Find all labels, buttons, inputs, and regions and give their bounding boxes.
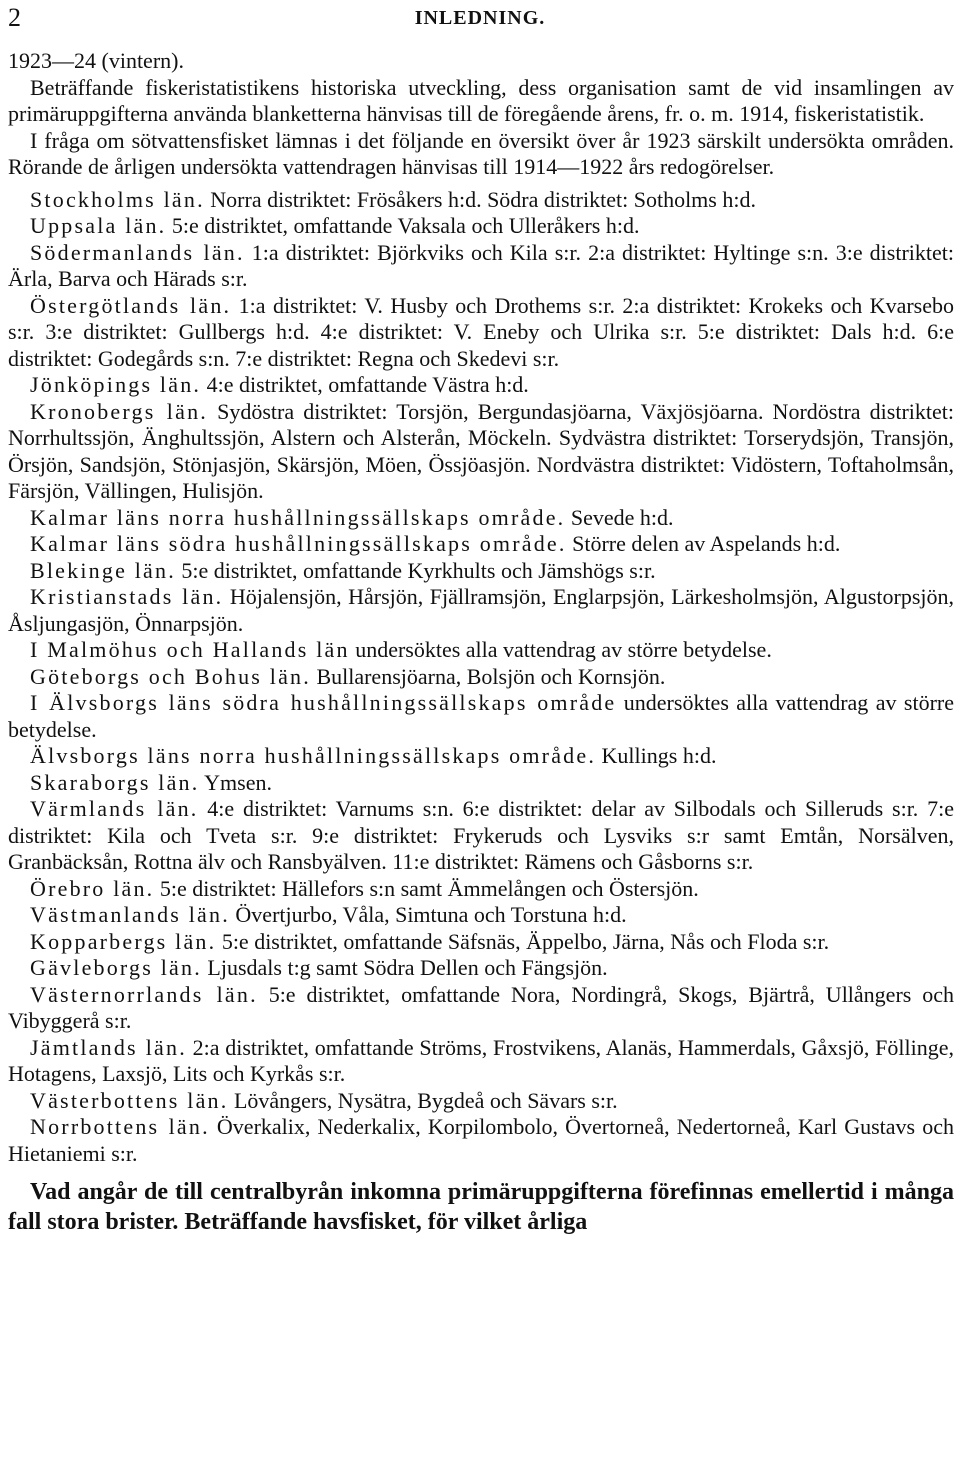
region-text: 1:a distriktet: Björkviks och Kila s:r. 2:a distriktet: Hyltinge s:n. 3:e distriktet: Ärla, Barva och Härads s:r.: [8, 239, 954, 291]
region-name: Östergötlands län.: [30, 292, 232, 318]
region-paragraph: [8, 770, 954, 797]
region-paragraph: [8, 876, 954, 903]
region-paragraph: [8, 584, 954, 637]
region-paragraph: [8, 399, 954, 505]
region-paragraph: [8, 531, 954, 558]
region-text: Övertjurbo, Våla, Simtuna och Torstuna h:d.: [229, 902, 627, 927]
region-paragraph: [8, 240, 954, 293]
region-name: Kalmar läns södra hushållningssällskaps område.: [30, 531, 567, 556]
region-paragraph: [8, 902, 954, 929]
running-title: INLEDNING.: [414, 7, 546, 29]
region-text: undersöktes alla vattendrag av större betydelse.: [349, 637, 772, 662]
region-text: Sevede h:d.: [565, 504, 674, 530]
region-paragraph: [8, 982, 954, 1035]
region-text: Ymsen.: [199, 769, 272, 795]
region-text: 1:a distriktet: V. Husby och Drothems s:r. 2:a distriktet: Krokeks och Kvarsebo s:r. 3:e distriktet: Gullbergs h:d. 4:e distriktet: V. Eneby och Ulrika s:r. 5:e distriktet: Dals h:d. 6:e distriktet: Godegårds s:n. 7:e distriktet: Regna och Skedevi s:r.: [8, 292, 954, 371]
region-name: I Malmöhus och Hallands län: [30, 637, 350, 662]
region-text: Överkalix, Nederkalix, Korpilombolo, Övertorneå, Nedertorneå, Karl Gustavs och Hietaniemi s:r.: [8, 1114, 955, 1166]
region-name: Kalmar läns norra hushållningssällskaps område.: [30, 504, 566, 530]
region-name: Kristianstads län.: [30, 584, 224, 609]
region-text: 5:e distriktet, omfattande Nora, Nordingrå, Skogs, Bjärtrå, Ullångers och Vibyggerå s:r.: [8, 981, 954, 1033]
region-name: Västmanlands län.: [30, 902, 230, 927]
region-text: 2:a distriktet, omfattande Ströms, Frostvikens, Alanäs, Hammerdals, Gåxsjö, Föllinge, Hotagens, Laxsjö, Lits och Kyrkås s:r.: [8, 1034, 955, 1086]
region-name: Västerbottens län.: [30, 1087, 229, 1113]
region-name: Göteborgs och Bohus län.: [30, 663, 311, 689]
running-head: [8, 2, 952, 34]
region-text: Lövångers, Nysätra, Bygdeå och Sävars s:r.: [228, 1087, 618, 1113]
region-text: Höjalensjön, Hårsjön, Fjällramsjön, Englarpsjön, Lärkesholmsjön, Algustorpsjön, Åsljungasjön, Önnarpsjön.: [8, 584, 954, 636]
page-number: 2: [8, 3, 21, 32]
region-paragraph: [8, 213, 954, 240]
region-paragraph: [8, 293, 954, 373]
region-paragraph: [8, 743, 954, 770]
region-paragraph: [8, 372, 954, 399]
period-heading: 1923—24 (vintern).: [8, 48, 184, 73]
closing-paragraph: Vad angår de till centralbyrån inkomna primäruppgifterna förefinnas emellertid i många fall stora brister. Beträffande havsfisket, för vilket årliga: [8, 1179, 954, 1235]
region-name: Gävleborgs län.: [30, 955, 202, 980]
region-paragraph: [8, 558, 954, 585]
document-body: [8, 48, 954, 1237]
region-text: 4:e distriktet: Varnums s:n. 6:e distriktet: delar av Silbodals och Silleruds s:r. 7:e distriktet: Kila och Tveta s:r. 9:e distriktet: Frykeruds och Lysviks s:r samt Emtån, Norsälven, Granbäcksån, Rottna älv och Ransbyälven. 11:e distriktet: Rämens och Gåsborns s:r.: [8, 796, 954, 874]
region-name: Stockholms län.: [30, 186, 205, 212]
region-text: Ljusdals t:g samt Södra Dellen och Fängsjön.: [201, 955, 608, 980]
region-name: Norrbottens län.: [30, 1114, 210, 1139]
region-name: I Älvsborgs läns södra hushållningssällskaps område: [30, 690, 617, 715]
region-text: 4:e distriktet, omfattande Västra h:d.: [201, 372, 529, 397]
region-text: 5:e distriktet, omfattande Kyrkhults och Jämshögs s:r.: [175, 557, 656, 583]
region-name: Jämtlands län.: [30, 1034, 187, 1060]
region-paragraph: [8, 1114, 954, 1167]
region-name: Blekinge län.: [30, 557, 176, 583]
intro-paragraph: Beträffande fiskeristatistikens historiska utveckling, dess organisation samt de vid insamlingen av primäruppgifterna använda blanketterna hänvisas till de föregående årens, fr. o. m. 1914, fiskeristatistik.: [8, 74, 954, 126]
region-name: Jönköpings län.: [30, 372, 202, 397]
region-paragraph: [8, 690, 954, 743]
region-name: Värmlands län.: [30, 796, 199, 821]
region-paragraph: [8, 796, 954, 876]
region-name: Västernorrlands län.: [30, 981, 258, 1007]
region-paragraph: [8, 505, 954, 532]
region-paragraph: [8, 955, 954, 982]
region-name: Södermanlands län.: [30, 239, 245, 265]
region-name: Uppsala län.: [30, 213, 167, 238]
region-paragraph: [8, 1088, 954, 1115]
region-text: Norra distriktet: Frösåkers h:d. Södra distriktet: Sotholms h:d.: [204, 186, 756, 212]
region-name: Kronobergs län.: [30, 398, 208, 424]
region-text: Sydöstra distriktet: Torsjön, Bergundasjöarna, Växjösjöarna. Nordöstra distriktet: Norrhultssjön, Änghultssjön, Alstern och Alsterån, Möckeln. Sydvästra distriktet: Torserydsjön, Transjön, Örsjön, Sandsjön, Stönjasjön, Skärsjön, Möen, Össjöasjön. Nordvästra distriktet: Vidöstern, Toftaholmsån, Färsjön, Vällingen, Hulisjön.: [8, 398, 954, 503]
region-paragraph: [8, 637, 954, 664]
region-paragraph: [8, 664, 954, 691]
region-paragraph: [8, 929, 954, 956]
region-text: undersöktes alla vattendrag av större betydelse.: [8, 690, 954, 742]
region-name: Älvsborgs läns norra hushållningssällskaps område.: [30, 743, 597, 768]
region-text: 5:e distriktet: Hällefors s:n samt Ämmelången och Östersjön.: [154, 875, 699, 901]
region-text: Kullings h:d.: [596, 743, 717, 768]
region-text: 5:e distriktet, omfattande Säfsnäs, Äppelbo, Järna, Nås och Floda s:r.: [216, 928, 830, 954]
overview-paragraph: I fråga om sötvattensfisket lämnas i det följande en översikt över år 1923 särskilt undersökta områden. Rörande de årligen undersökta vattendragen hänvisas till 1914—1922 års redogörelser.: [8, 127, 954, 179]
region-text: Bullarensjöarna, Bolsjön och Kornsjön.: [310, 663, 666, 689]
region-name: Skaraborgs län.: [30, 769, 200, 795]
region-text: 5:e distriktet, omfattande Vaksala och Ulleråkers h:d.: [166, 213, 640, 238]
region-name: Örebro län.: [30, 875, 155, 901]
region-paragraph: [8, 187, 954, 214]
region-paragraph: [8, 1035, 954, 1088]
region-list: [8, 187, 954, 1168]
region-name: Kopparbergs län.: [30, 928, 217, 954]
region-text: Större delen av Aspelands h:d.: [566, 531, 841, 556]
